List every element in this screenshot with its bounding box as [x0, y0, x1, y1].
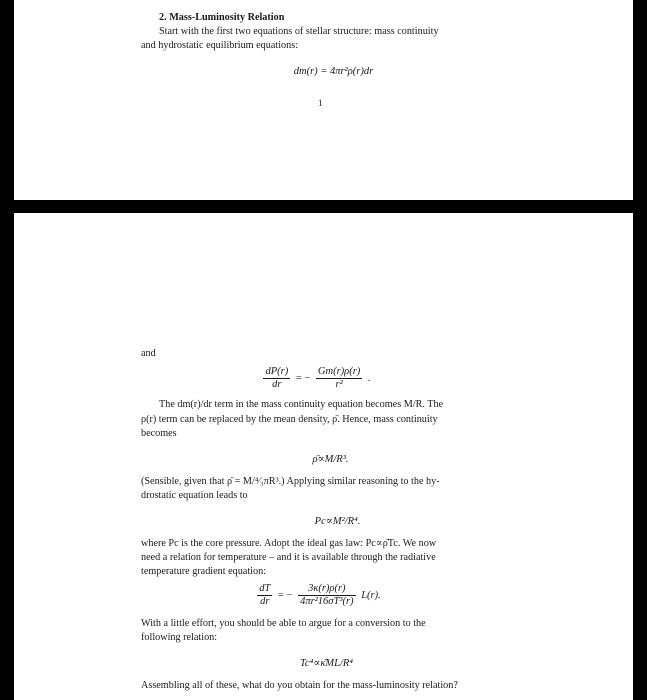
mass-continuity-equation: dm(r) = 4πr²ρ(r)dr — [293, 66, 374, 77]
temp-lhs-fraction — [257, 583, 272, 608]
hydro-op: = − — [295, 373, 311, 384]
temp-end: L(r). — [361, 590, 381, 601]
intro-line-2: and hydrostatic equilibrium equations: — [141, 40, 299, 51]
temp-op: = − — [277, 590, 293, 601]
hydro-lhs-num: dP(r) — [265, 366, 289, 377]
and-text: and — [141, 348, 156, 359]
para2-line1: (Sensible, given that ρ̄ = M/⁴⁄₃πR³.) Applying similar reasoning to the hy- — [141, 476, 440, 487]
para1-line3: becomes — [141, 428, 177, 439]
final-question: Assembling all of these, what do you obtain for the mass-luminosity relation? — [141, 680, 458, 691]
density-relation: ρ̄∝M/R³. — [312, 454, 349, 465]
temp-lhs-den: dr — [260, 596, 270, 607]
para4-line1: With a little effort, you should be able to argue for a conversion to the — [141, 618, 426, 629]
hydro-lhs-fraction — [263, 366, 290, 391]
para3-line1: where Pc is the core pressure. Adopt the ideal gas law: Pc∝ρ̄Tc. We now — [141, 538, 437, 549]
temperature-gradient-equation — [11, 583, 630, 608]
core-temperature-relation: Tc⁴∝κ̄ML/R⁴ — [300, 658, 353, 669]
para3-line2: need a relation for temperature – and it is available through the radiative — [141, 552, 436, 563]
hydro-rhs-num: Gm(r)ρ(r) — [317, 366, 361, 377]
para1-line1: The dm(r)/dr term in the mass continuity equation becomes M/R. The — [159, 399, 444, 410]
hydro-rhs-fraction — [316, 366, 362, 391]
temp-rhs-den: 4πr²16σT³(r) — [300, 596, 354, 607]
para4-line2: following relation: — [141, 632, 218, 643]
para3-line3: temperature gradient equation: — [141, 566, 267, 577]
page-number: 1 — [318, 98, 323, 108]
document-page-1 — [14, 0, 633, 200]
hydro-rhs-den: r² — [335, 379, 343, 390]
section-heading: 2. Mass-Luminosity Relation — [159, 12, 285, 23]
temp-rhs-fraction — [298, 583, 356, 608]
temp-rhs-num: 3κ(r)ρ(r) — [298, 583, 356, 596]
pressure-relation: Pc∝M²/R⁴. — [314, 516, 361, 527]
intro-line-1: Start with the first two equations of stellar structure: mass continuity — [159, 26, 439, 37]
document-page-2 — [14, 213, 633, 700]
hydro-end: . — [367, 373, 371, 384]
para2-line2: drostatic equation leads to — [141, 490, 248, 501]
para1-line2: ρ(r) term can be replaced by the mean density, ρ̄. Hence, mass continuity — [141, 414, 438, 425]
hydrostatic-equation — [9, 366, 628, 391]
temp-lhs-num: dT — [259, 583, 271, 594]
hydro-lhs-den: dr — [272, 379, 282, 390]
